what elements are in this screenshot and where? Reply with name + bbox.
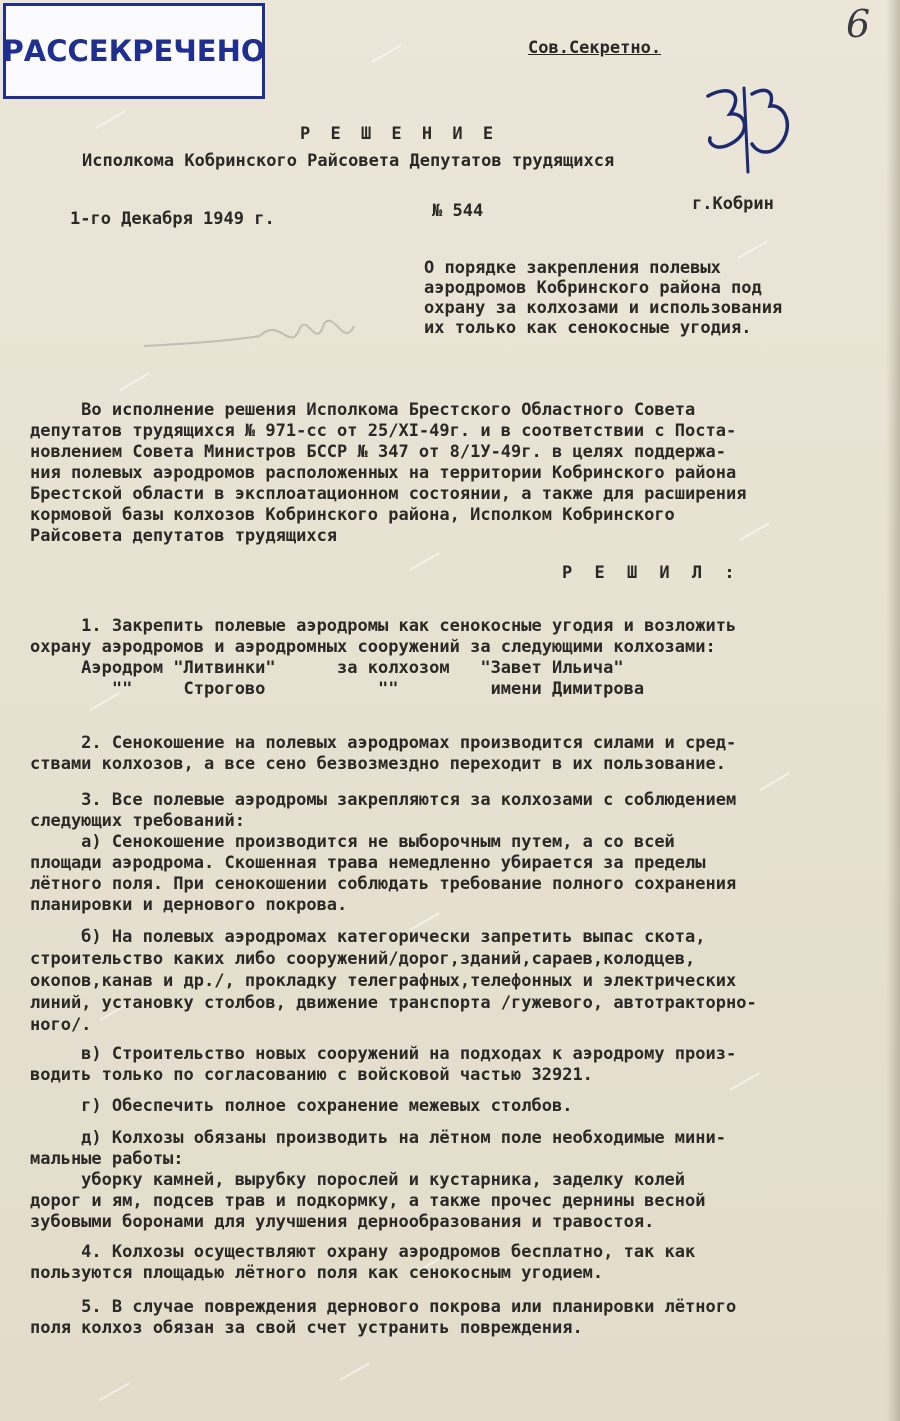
section-2: 2. Сенокошение на полевых аэродромах производится силами и сред- ствами колхозов, а все сено безвозмездно переходит в их пользование.: [30, 733, 737, 774]
section-1: 1. Закрепить полевые аэродромы как сенокосные угодия и возложить охрану аэродромов и аэродромных сооружений за следующими колхозами: Аэродром "Литвинки" за колхозом "Завет Ильича" "" Строгово "" имени Димитрова: [30, 616, 737, 699]
faint-signature: [140, 306, 370, 366]
decided-heading: Р Е Ш И Л :: [562, 563, 741, 583]
page-edge-shadow: [886, 0, 900, 1421]
handwritten-number-mark: [700, 84, 800, 176]
document-subject: О порядке закрепления полевых аэродромов Кобринского района под охрану за колхозами и использования их только как сенокосные угодия.: [424, 258, 783, 338]
section-3-b: б) На полевых аэродромах категорически запретить выпас скота, строительство каких либо сооружений/дорог,зданий,сараев,колодцев, окопов,канав и др./, прокладку телеграфных,телефонных и электрических линий, установку столбов, движение транспорта /гужевого, автотракторно- ного/.: [30, 927, 757, 1035]
section-3-v: в) Строительство новых сооружений на подходах к аэродрому произ- водить только по согласованию с войсковой частью 32921.: [30, 1044, 737, 1085]
handwritten-page-number: 6: [846, 2, 871, 46]
section-4: 4. Колхозы осуществляют охрану аэродромов бесплатно, так как пользуются площадью лётного поля как сенокосным угодием.: [30, 1242, 696, 1283]
preamble-paragraph: Во исполнение решения Исполкома Брестского Областного Совета депутатов трудящихся № 971-сс от 25/ХI-49г. и в соответствии с Поста- новлением Совета Министров БССР № 347 от 8/1У-49г. в целях поддержа- ния полевых аэродромов расположенных на территории Кобринского района Брестской области в эксплоатационном состоянии, а также для расширения кормовой базы колхозов Кобринского района, Исполком Кобринского Райсовета депутатов трудящихся: [30, 400, 747, 546]
document-title: Р Е Ш Е Н И Е: [300, 124, 499, 144]
document-number: № 544: [432, 201, 484, 221]
section-3-d: д) Колхозы обязаны производить на лётном поле необходимые мини- мальные работы: уборку камней, вырубку порослей и кустарника, заделку колей дорог и ям, подсев трав и подкормку, а также прочес дернины весной зубовыми боронами для улучшения дернообразования и травостоя.: [30, 1128, 726, 1232]
section-3-g: г) Обеспечить полное сохранение межевых столбов.: [30, 1096, 573, 1116]
classification-label: Сов.Секретно.: [528, 38, 662, 58]
stamp-text: РАССЕКРЕЧЕНО: [2, 34, 266, 68]
section-3: 3. Все полевые аэродромы закрепляются за колхозами с соблюдением следующих требований: а) Сенокошение производится не выборочным путем, а со всей площади аэродрома. Скошенная трава немедленно убирается за пределы лётного поля. При сенокошении соблюдать требование полного сохранения планировки и дернового покрова.: [30, 790, 737, 915]
declassified-stamp: [3, 3, 265, 99]
section-5: 5. В случае повреждения дернового покрова или планировки лётного поля колхоз обязан за свой счет устранить повреждения.: [30, 1297, 737, 1338]
document-issuer: Исполкома Кобринского Райсовета Депутатов трудящихся: [82, 151, 615, 171]
document-date: 1-го Декабря 1949 г.: [70, 209, 275, 229]
document-city: г.Кобрин: [692, 194, 774, 214]
